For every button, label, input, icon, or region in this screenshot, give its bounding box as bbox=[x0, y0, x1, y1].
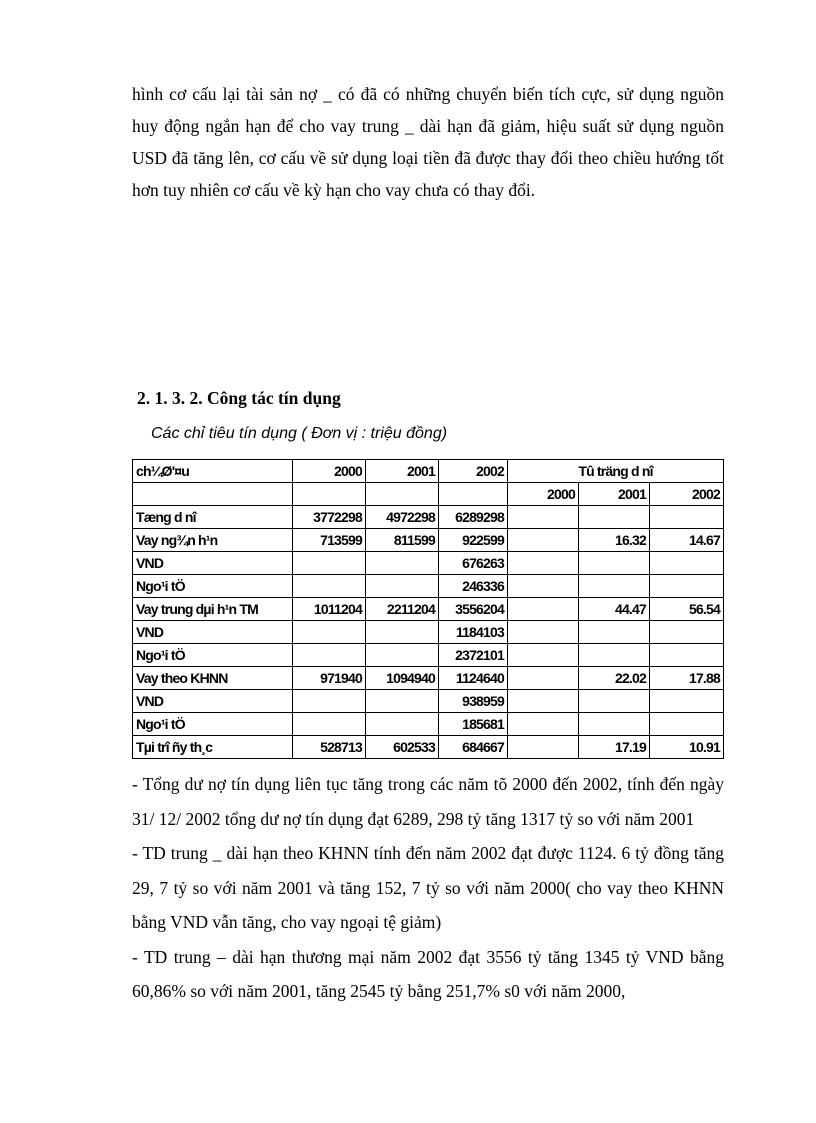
row-value-cell: 602533 bbox=[366, 736, 439, 759]
table-row bbox=[133, 575, 724, 598]
row-value-cell bbox=[650, 621, 724, 644]
row-value-cell bbox=[366, 644, 439, 667]
row-value-cell bbox=[650, 690, 724, 713]
row-value-cell bbox=[508, 575, 579, 598]
table-row bbox=[133, 736, 724, 759]
subheader-empty-cell bbox=[439, 483, 508, 506]
row-value-cell: 246336 bbox=[439, 575, 508, 598]
row-value-cell bbox=[650, 552, 724, 575]
paragraph-khnn-credit: - TD trung _ dài hạn theo KHNN tính đến năm 2002 đạt được 1124. 6 tỷ đồng tăng 29, 7 tỷ so với năm 2001 và tăng 152, 7 tỷ so với năm 2000( cho vay theo KHNN bằng VND vẫn tăng, cho vay ngoại tệ giảm) bbox=[132, 843, 724, 932]
row-label-cell: Tµi trî ñy th¸c bbox=[133, 736, 293, 759]
row-value-cell bbox=[508, 690, 579, 713]
table-body bbox=[133, 460, 724, 759]
row-value-cell bbox=[650, 506, 724, 529]
row-value-cell bbox=[293, 621, 366, 644]
table-row bbox=[133, 598, 724, 621]
row-value-cell: 1094940 bbox=[366, 667, 439, 690]
bottom-paragraphs bbox=[132, 767, 724, 1009]
row-value-cell bbox=[366, 621, 439, 644]
table-row bbox=[133, 529, 724, 552]
table-row bbox=[133, 690, 724, 713]
row-value-cell bbox=[508, 736, 579, 759]
header-share-label: Tû träng d nî bbox=[508, 460, 724, 483]
row-value-cell: 17.88 bbox=[650, 667, 724, 690]
row-value-cell: 3772298 bbox=[293, 506, 366, 529]
share-year-2001: 2001 bbox=[579, 483, 650, 506]
row-value-cell bbox=[508, 506, 579, 529]
row-label-cell: VND bbox=[133, 621, 293, 644]
row-value-cell: 1011204 bbox=[293, 598, 366, 621]
row-value-cell: 56.54 bbox=[650, 598, 724, 621]
row-value-cell: 6289298 bbox=[439, 506, 508, 529]
row-value-cell: 971940 bbox=[293, 667, 366, 690]
row-label-cell: Ngo¹i tÖ bbox=[133, 575, 293, 598]
table-row bbox=[133, 621, 724, 644]
row-label-cell: Vay trung dµi h¹n TM bbox=[133, 598, 293, 621]
row-label-cell: Tæng d nî bbox=[133, 506, 293, 529]
row-value-cell bbox=[579, 621, 650, 644]
table-header-row bbox=[133, 460, 724, 483]
row-value-cell bbox=[650, 713, 724, 736]
row-label-cell: VND bbox=[133, 690, 293, 713]
section-heading: 2. 1. 3. 2. Công tác tín dụng bbox=[137, 388, 341, 408]
row-value-cell bbox=[508, 644, 579, 667]
table-row bbox=[133, 552, 724, 575]
row-value-cell bbox=[579, 575, 650, 598]
row-value-cell bbox=[366, 690, 439, 713]
row-value-cell bbox=[579, 644, 650, 667]
row-value-cell: 713599 bbox=[293, 529, 366, 552]
credit-indicators-table bbox=[132, 459, 724, 759]
row-value-cell bbox=[293, 690, 366, 713]
row-value-cell bbox=[508, 552, 579, 575]
row-value-cell bbox=[650, 644, 724, 667]
row-value-cell bbox=[508, 667, 579, 690]
row-value-cell bbox=[650, 575, 724, 598]
header-year-2000: 2000 bbox=[293, 460, 366, 483]
row-value-cell: 16.32 bbox=[579, 529, 650, 552]
row-value-cell bbox=[293, 575, 366, 598]
row-value-cell: 22.02 bbox=[579, 667, 650, 690]
header-label-cell: ch¼Ø'¤u bbox=[133, 460, 293, 483]
row-value-cell bbox=[366, 575, 439, 598]
header-year-2001: 2001 bbox=[366, 460, 439, 483]
row-value-cell: 811599 bbox=[366, 529, 439, 552]
row-label-cell: VND bbox=[133, 552, 293, 575]
intro-paragraph-text: hình cơ cấu lại tài sản nợ _ có đã có những chuyển biến tích cực, sử dụng nguồn huy động ngắn hạn để cho vay trung _ dài hạn đã giảm, hiệu suất sử dụng nguồn USD đã tăng lên, cơ cấu về sử dụng loại tiền đã được thay đổi theo chiều hướng tốt hơn tuy nhiên cơ cấu về kỳ hạn cho vay chưa có thay đổi. bbox=[132, 84, 724, 200]
row-label-cell: Ngo¹i tÖ bbox=[133, 644, 293, 667]
table-row bbox=[133, 713, 724, 736]
row-value-cell bbox=[293, 644, 366, 667]
row-value-cell: 10.91 bbox=[650, 736, 724, 759]
row-value-cell bbox=[508, 713, 579, 736]
row-value-cell: 44.47 bbox=[579, 598, 650, 621]
header-year-2002: 2002 bbox=[439, 460, 508, 483]
share-year-2000: 2000 bbox=[508, 483, 579, 506]
row-value-cell bbox=[579, 506, 650, 529]
row-label-cell: Ngo¹i tÖ bbox=[133, 713, 293, 736]
row-value-cell: 1184103 bbox=[439, 621, 508, 644]
row-value-cell: 676263 bbox=[439, 552, 508, 575]
subheader-empty-cell bbox=[133, 483, 293, 506]
table-row bbox=[133, 667, 724, 690]
row-value-cell bbox=[508, 529, 579, 552]
row-value-cell: 528713 bbox=[293, 736, 366, 759]
row-label-cell: Vay theo KHNN bbox=[133, 667, 293, 690]
paragraph-total-debt: - Tổng dư nợ tín dụng liên tục tăng trong các năm tõ 2000 đến 2002, tính đến ngày 31/ 12/ 2002 tổng dư nợ tín dụng đạt 6289, 298 tỷ tăng 1317 tỷ so với năm 2001 bbox=[132, 774, 724, 829]
row-label-cell: Vay ng¾n h¹n bbox=[133, 529, 293, 552]
table-subheader-row bbox=[133, 483, 724, 506]
row-value-cell bbox=[293, 713, 366, 736]
row-value-cell bbox=[366, 552, 439, 575]
row-value-cell: 922599 bbox=[439, 529, 508, 552]
subheader-empty-cell bbox=[293, 483, 366, 506]
table-caption: Các chỉ tiêu tín dụng ( Đơn vị : triệu đồng) bbox=[151, 425, 448, 442]
row-value-cell: 938959 bbox=[439, 690, 508, 713]
row-value-cell bbox=[579, 713, 650, 736]
paragraph-commercial-credit: - TD trung – dài hạn thương mại năm 2002 đạt 3556 tỷ tăng 1345 tỷ VND bằng 60,86% so với năm 2001, tăng 2545 tỷ bằng 251,7% s0 với năm 2000, bbox=[132, 946, 724, 1001]
row-value-cell bbox=[508, 621, 579, 644]
row-value-cell: 2372101 bbox=[439, 644, 508, 667]
row-value-cell: 185681 bbox=[439, 713, 508, 736]
row-value-cell bbox=[366, 713, 439, 736]
row-value-cell: 3556204 bbox=[439, 598, 508, 621]
row-value-cell: 684667 bbox=[439, 736, 508, 759]
row-value-cell: 1124640 bbox=[439, 667, 508, 690]
share-year-2002: 2002 bbox=[650, 483, 724, 506]
table-row bbox=[133, 644, 724, 667]
row-value-cell: 17.19 bbox=[579, 736, 650, 759]
row-value-cell: 14.67 bbox=[650, 529, 724, 552]
row-value-cell bbox=[579, 690, 650, 713]
row-value-cell bbox=[579, 552, 650, 575]
subheader-empty-cell bbox=[366, 483, 439, 506]
row-value-cell bbox=[293, 552, 366, 575]
row-value-cell bbox=[508, 598, 579, 621]
table-row bbox=[133, 506, 724, 529]
row-value-cell: 4972298 bbox=[366, 506, 439, 529]
intro-paragraph bbox=[132, 78, 724, 206]
row-value-cell: 2211204 bbox=[366, 598, 439, 621]
